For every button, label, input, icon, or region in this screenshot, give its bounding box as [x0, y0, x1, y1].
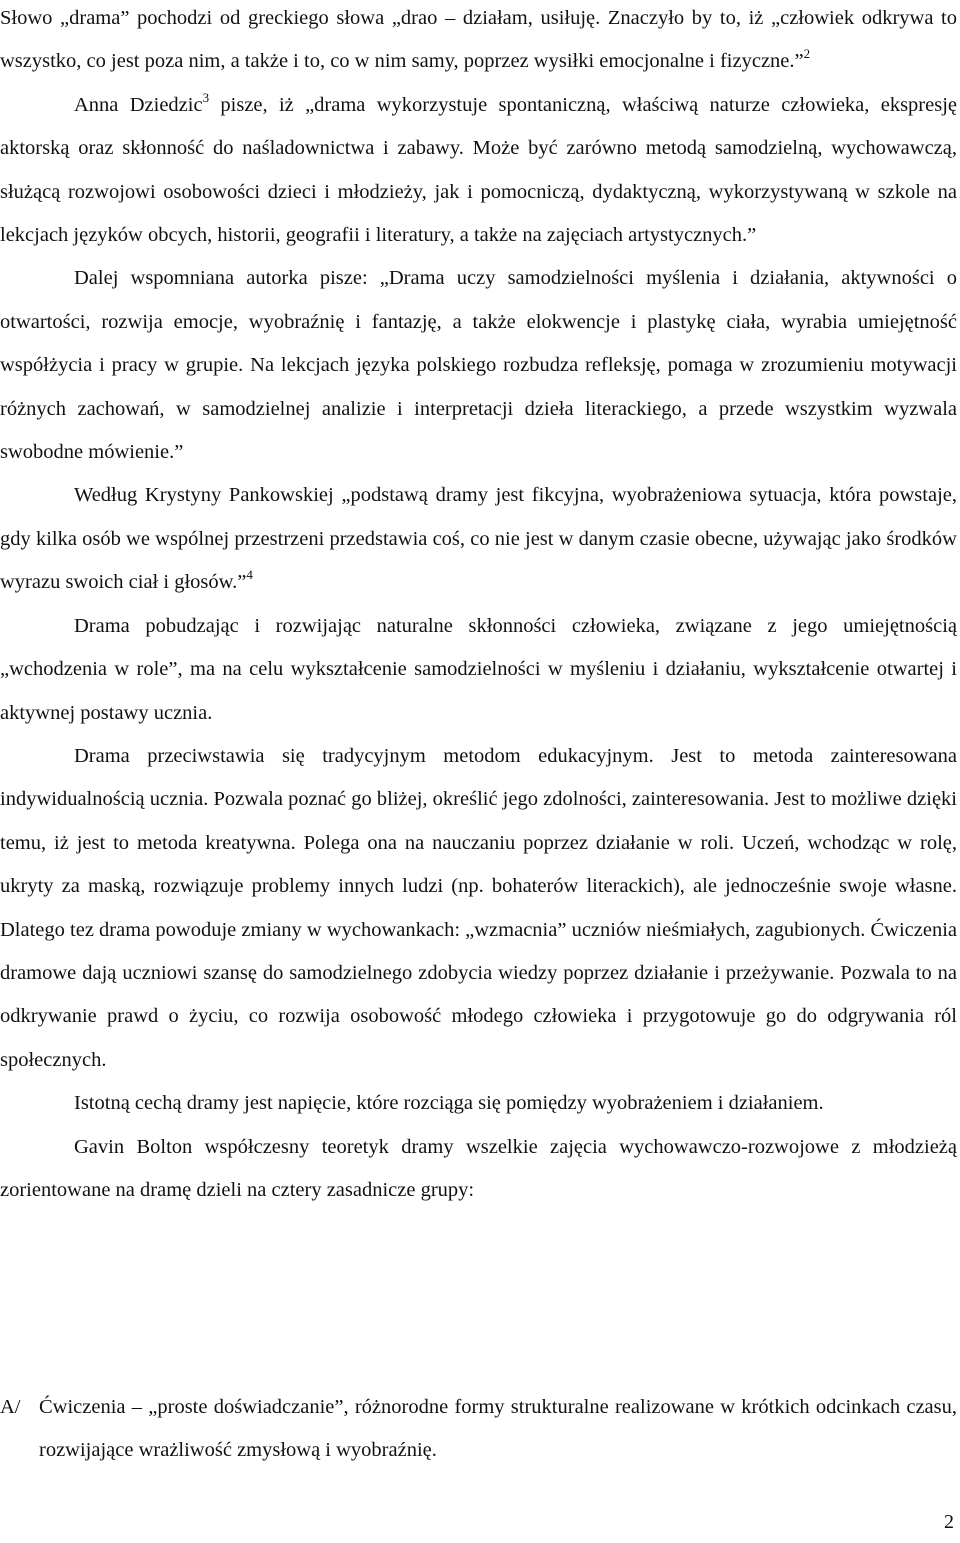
- paragraph-8: [0, 1126, 957, 1213]
- page-number: 2: [944, 1511, 954, 1533]
- list-item-a: [0, 1386, 957, 1473]
- paragraph-1: [0, 0, 957, 84]
- list-marker: A/: [0, 1396, 21, 1418]
- paragraph-2: [0, 84, 957, 258]
- footnote-ref: 3: [202, 89, 210, 105]
- paragraph-text: Istotną cechą dramy jest napięcie, które rozciąga się pomiędzy wyobrażeniem i działaniem.: [74, 1092, 824, 1115]
- list-item-text: Ćwiczenia – „proste doświadczanie”, różnorodne formy strukturalne realizowane w krótkich odcinkach czasu, rozwijające wrażliwość zmysłową i wyobraźnię.: [39, 1396, 957, 1462]
- paragraph-5: [0, 605, 957, 735]
- paragraph-text: Drama pobudzając i rozwijając naturalne skłonności człowieka, związane z jego umiejętnością „wchodzenia w role”, ma na celu wykształcenie samodzielności w myśleniu i działaniu, wykształcenie otwartej i aktywnej postawy ucznia.: [0, 614, 957, 724]
- paragraph-text: Według Krystyny Pankowskiej „podstawą dramy jest fikcyjna, wyobrażeniowa sytuacja, która powstaje, gdy kilka osób we wspólnej przestrzeni przedstawia coś, co nie jest w danym czasie obecne, używając jako środków wyrazu swoich ciał i głosów.”: [0, 484, 957, 594]
- paragraph-text: Dalej wspomniana autorka pisze: „Drama uczy samodzielności myślenia i działania, aktywności o otwartości, rozwija emocje, wyobraźnię i fantazję, a także elokwencje i plastykę ciała, wyrabia umiejętność współżycia i pracy w grupie. Na lekcjach języka polskiego rozbudza refleksję, pomaga w zrozumieniu motywacji różnych zachowań, w samodzielnej analizie i interpretacji dzieła literackiego, a przede wszystkim wyzwala swobodne mówienie.”: [0, 267, 957, 464]
- paragraph-4: [0, 474, 957, 604]
- footnote-ref: 4: [246, 567, 253, 583]
- paragraph-text: Słowo „drama” pochodzi od greckiego słowa „drao – działam, usiłuję. Znaczyło by to, iż „człowiek odkrywa to wszystko, co jest poza nim, a także i to, co w nim samy, poprzez wysiłki emocjonalne i fizyczne.”: [0, 7, 957, 73]
- footnote-ref: 2: [803, 46, 811, 62]
- paragraph-text: Drama przeciwstawia się tradycyjnym metodom edukacyjnym. Jest to metoda zainteresowana indywidualnością ucznia. Pozwala poznać go bliżej, określić jego zdolności, zainteresowania. Jest to możliwe dzięki temu, iż jest to metoda kreatywna. Polega ona na nauczaniu poprzez działanie w roli. Uczeń, wchodząc w rolę, ukryty za maską, rozwiązuje problemy innych ludzi (np. bohaterów literackich), ale jednocześnie swoje własne. Dlatego tez drama powoduje zmiany w wychowankach: „wzmacnia” uczniów nieśmiałych, zagubionych. Ćwiczenia dramowe dają uczniowi szansę do samodzielnego zdobycia wiedzy poprzez działanie i przeżywanie. Pozwala to na odkrywanie prawd o życiu, co rozwija osobowość młodego człowieka i przygotowuje go do odgrywania ról społecznych.: [0, 744, 957, 1071]
- paragraph-6: [0, 735, 957, 1082]
- paragraph-7: [0, 1082, 957, 1125]
- paragraph-text-cont: pisze, iż „drama wykorzystuje spontaniczną, właściwą naturze człowieka, ekspresję aktorską oraz skłonność do naśladownictwa i zabawy. Może być zarówno metodą samodzielną, wychowawczą, służącą rozwojowi osobowości dzieci i młodzieży, jak i pomocniczą, dydaktyczną, wykorzystywaną w szkole na lekcjach języków obcych, historii, geografii i literatury, a także na zajęciach artystycznych.”: [0, 93, 958, 247]
- paragraph-text: Gavin Bolton współczesny teoretyk dramy wszelkie zajęcia wychowawczo-rozwojowe z młodzieżą zorientowane na dramę dzieli na cztery zasadnicze grupy:: [0, 1135, 957, 1201]
- paragraph-text: Anna Dziedzic: [74, 93, 203, 116]
- paragraph-3: [0, 257, 957, 474]
